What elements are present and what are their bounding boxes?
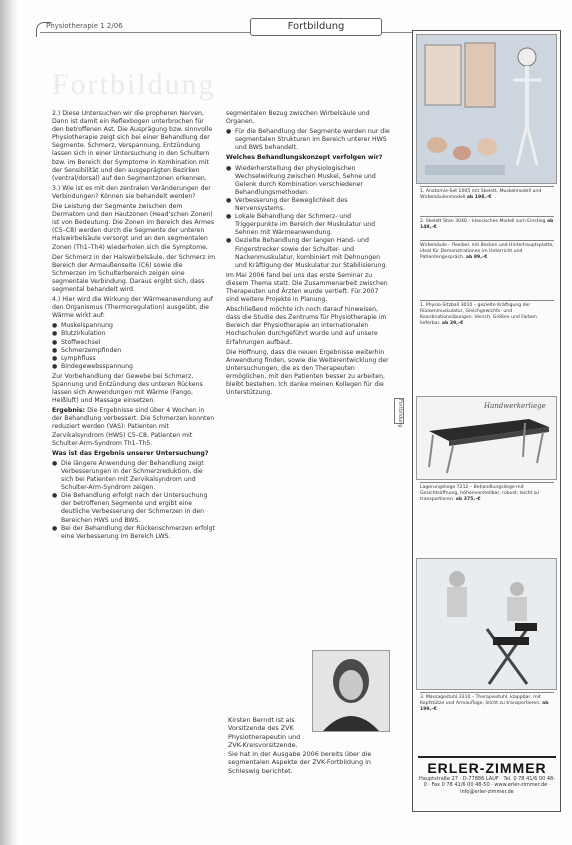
paragraph: [226, 349, 392, 398]
bullet-item: ● Die Behandlung erfolgt nach der Untersuchung der betroffenen Segmente und ergibt eine deutliche Verbesserung der Schmerzen in den Bereichen HWS und BWS.: [52, 492, 216, 524]
paragraph: [226, 110, 392, 126]
product-description: 2. Skelett Stan 3040 – klassisches Modell zum Einstieg: [420, 219, 547, 224]
author-photo: [312, 650, 390, 732]
bullet-item: ● Lokale Behandlung der Schmerz- und Triggerpunkte im Bereich der Muskulatur und Sehnen mit Wärmeanwendung.: [226, 213, 392, 237]
product-price: ab 149,–€: [420, 219, 554, 230]
product-listing: [420, 692, 554, 713]
paragraph: [52, 254, 216, 294]
paragraph-text: Was ist das Ergebnis unserer Untersuchung?: [52, 449, 209, 457]
bullet-item: ● Bindegewebsspannung: [52, 363, 216, 371]
paragraph-text: 2.) Diese Untersuchen wir die propheren Nerven, Dann ist damit ein Reflexbogen unterbrochen für den betroffenen Ast. Die Ausprägung bzw. sinnvolle Physiotherapie zeigt sich bei einer Behandlung der Segmente. Schmerz, Verspannung, Entzündung lassen sich in einer Untersuchung in den Schultern bzw. im Bereich der Symptome in Kombination mit der Sensibilität und den ausgeprägten Bezirken (ventral/dorsal) auf den Segmentzonen erkennen.: [52, 110, 213, 182]
paragraph-text: Die Leistung der Segmente zwischen dem Dermatom und den Hautzonen (Head’schen Zonen) ist von Bedeutung. Die Zonen im Bereich des Armes (C5–C8) werden durch die Segmente der unteren Halswirbelsäule versorgt und an den segmentalen Zonen (Th1–Th4) wiederholen sich die Symptome.: [52, 203, 215, 251]
side-section-tab: Fortbildung: [394, 398, 404, 424]
bullet-item: ● Lymphfluss: [52, 355, 216, 363]
bullet-list: [52, 322, 216, 371]
page-binding-shadow: [0, 0, 18, 845]
product-description: Lagerungsliege 7212 – Behandlungsliege mit Gesichtsöffnung, höhenverstellbar, robust, leicht zu transportieren.: [420, 485, 540, 502]
paragraph-text: segmentalen Bezug zwischen Wirbelsäule und Organen.: [226, 110, 370, 126]
paragraph: [226, 272, 392, 304]
bullet-item: ● Verbesserung der Beweglichkeit des Nervensystems.: [226, 197, 392, 213]
article-column-left: [52, 110, 216, 543]
paragraph: [52, 296, 216, 320]
bullet-list: [226, 165, 392, 270]
paragraph: [226, 306, 392, 346]
product-description: 1. Anatomie-Set 1005 mit Skelett, Muskelmodell und Wirbelsäulenmodell: [420, 189, 542, 200]
bullet-item: ● Stoffwechsel: [52, 339, 216, 347]
subheading: [52, 450, 216, 458]
brand-address: Hauptstraße 27 · D-77886 LAUF · Tel. 0 78 41/6 00 48-0 · Fax 0 78 41/6 00 48-50 · www.erler-zimmer.de · info@erler-zimmer.de: [418, 776, 556, 795]
bullet-item: ● Gezielte Behandlung der langen Hand- und Fingerstrecker sowie der Schulter- und Nackenmuskulatur, kombiniert mit Dehnungen und Kräftigung der Muskulatur zur Stabilisierung.: [226, 237, 392, 269]
brand-name: ERLER-ZIMMER: [418, 756, 556, 776]
product-listing: [420, 300, 554, 327]
paragraph: [52, 373, 216, 405]
product-description: 1. Physio-Sitzball 3010 – gezielte Kräftigung der Rückenmuskulatur, Gleichgewichts- und Koordinationsübungen. Versch. Größen und Farben lieferbar.: [420, 303, 537, 326]
paragraph-text: Welches Behandlungskonzept verfolgen wir?: [226, 154, 383, 162]
massage-chair-image: [416, 558, 557, 690]
paragraph-text: Abschließend möchte ich noch darauf hinweisen, dass die Studie des Zentrums für Physiotherapie im Bereich der Physiotherapie an internationalen Hochschulen durchgeführt wurde und auf unsere Erfahrungen aufbaut.: [226, 306, 387, 346]
product-listing: [420, 186, 554, 201]
article-column-middle: [226, 110, 392, 399]
product-listing: [420, 482, 554, 503]
product-price: ab 29,–€: [441, 321, 464, 326]
paragraph-text: 3.) Wie ist es mit den zentralen Veränderungen der Verbindungen? Können sie behandelt werden?: [52, 184, 211, 200]
product-price: ab 375,–€: [455, 497, 481, 502]
paragraph: [52, 185, 216, 201]
paragraph-text: Die Hoffnung, dass die neuen Ergebnisse weiterhin Anwendung finden, sowie die Weiterentwicklung der Untersuchungen, die es den Therapeuten ermöglichen, mit den Patienten besser zu arbeiten, bleibt bestehen. Ich danke meinen Kollegen für die Unterstützung.: [226, 348, 389, 397]
paragraph: [52, 110, 216, 183]
issue-label: Physiotherapie 1 2/06: [46, 22, 123, 30]
product-price: ab 198,–€: [466, 195, 492, 200]
paragraph-text: 4.) Hier wird die Wirkung der Wärmeanwendung auf den Organismus (Thermoregulation) ausgeübt, die Wärme wirkt auf:: [52, 296, 213, 320]
paragraph-text: Zur Vorbehandlung der Gewebe bei Schmerz, Spannung und Entzündung des unteren Rückens lassen sich Anwendungen mit Wärme (Fango, Heißluft) und Massage einsetzen.: [52, 372, 203, 405]
paragraph: [52, 407, 216, 447]
product-listing: [420, 216, 554, 231]
bullet-item: ● Bei der Behandlung der Rückenschmerzen erfolgt eine Verbesserung im Bereich LWS.: [52, 525, 216, 541]
table-label: Handwerkerliege: [484, 402, 546, 410]
bullet-item: ● Für die Behandlung der Segmente werden nur die segmentalen Strukturen im Bereich unterer HWS und BWS behandelt.: [226, 128, 392, 152]
product-description: 3. Massagestuhl 3310 – Therapiestuhl, klappbar, mit Kopfstütze und Armauflage, leicht zu transportieren.: [420, 695, 543, 706]
bullet-item: ● Muskelspannung: [52, 322, 216, 330]
paragraph-text: Die Ergebnisse sind über 4 Wochen in der Behandlung verbessert. Die Schmerzen konnten reduziert werden (VAS): Patienten mit Zervikalsyndrom (HWS) C5–C8, Patienten mit Schulter-Arm-Syndrom Th1–Th5.: [52, 407, 215, 447]
paragraph: [52, 203, 216, 252]
product-description: Wirbelsäule – flexibel, mit Becken und Hinterhauptsplatte, ideal für Demonstrationen im Unterricht und Patientengespräch.: [420, 243, 554, 260]
product-listing: [420, 240, 554, 261]
section-tab: Fortbildung: [250, 18, 382, 36]
lead-in-label: Ergebnis:: [52, 407, 88, 415]
author-caption-continued: Sie hat in der Ausgabe 2006 bereits über die segmentalen Aspekte der ZVK-Fortbildung in Schleswig berichtet.: [228, 750, 372, 775]
bullet-item: ● Blutzirkulation: [52, 330, 216, 338]
product-price: ab 89,–€: [465, 255, 488, 260]
bullet-item: ● Wiederherstellung der physiologischen Wechselwirkung zwischen Muskel, Sehne und Gelenk durch Kombination verschiedener Behandlungsmethoden.: [226, 165, 392, 197]
author-caption: Kirsten Berndt ist als Vorsitzende des ZVK Physiotherapeutin und ZVK-Kreisvorsitzende.: [228, 716, 312, 750]
ghost-title: Fortbildung: [52, 68, 216, 101]
bullet-list: [52, 460, 216, 541]
paragraph-text: Der Schmerz in der Halswirbelsäule, der Schmerz im Bereich der Armaußenseite (C6) sowie die Schmerzen im Schulterbereich zeigen eine segmentale Verbindung. Daraus ergibt sich, dass segmental behandelt wird.: [52, 253, 216, 293]
anatomy-models-image: [416, 34, 557, 184]
bullet-list: [226, 128, 392, 152]
bullet-item: ● Schmerzempfinden: [52, 347, 216, 355]
subheading: [226, 154, 392, 162]
bullet-item: ● Die längere Anwendung der Behandlung zeigt Verbesserungen in der Schmerzreduktion, die sich bei Patienten mit Zervikalsyndrom und Schulter-Arm-Syndrom zeigen.: [52, 460, 216, 492]
paragraph-text: Im Mai 2006 fand bei uns das erste Seminar zu diesem Thema statt. Die Zusammenarbeit zwischen Therapeuten und Ärzten wurde vertieft. Für 2007 sind weitere Projekte in Planung.: [226, 271, 388, 304]
product-price: ab 199,–€: [420, 701, 549, 712]
